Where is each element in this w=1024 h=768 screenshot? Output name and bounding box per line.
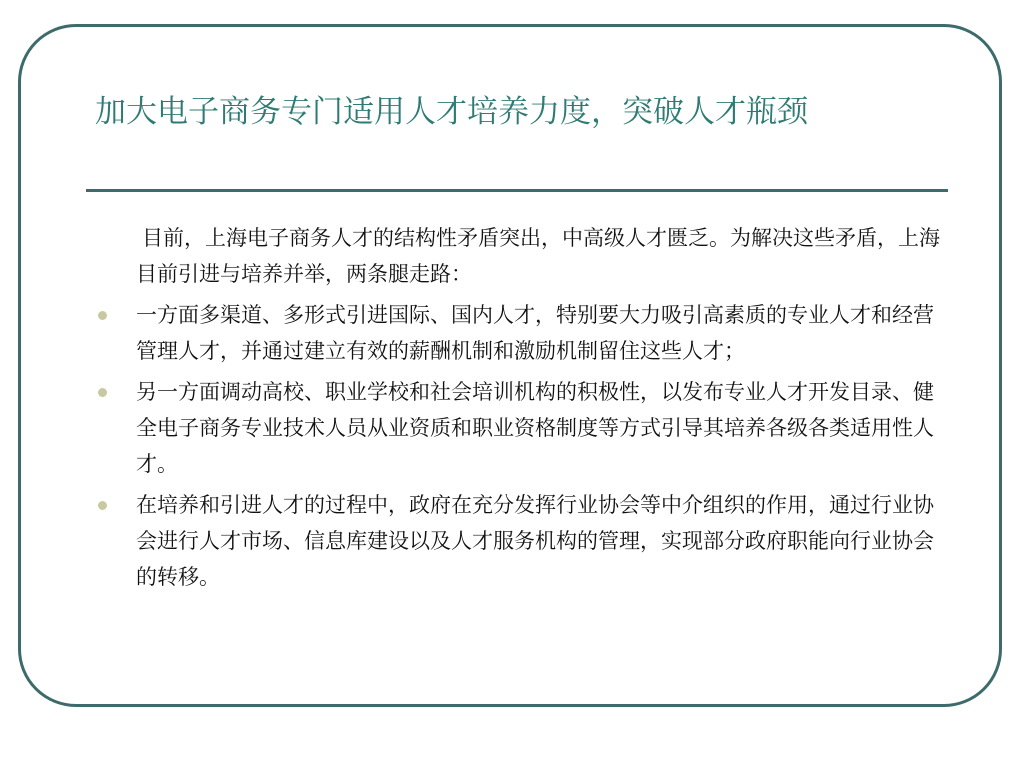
round-bullet-icon [98, 501, 107, 510]
intro-paragraph: 目前，上海电子商务人才的结构性矛盾突出，中高级人才匮乏。为解决这些矛盾，上海目前引进与培养并举，两条腿走路： [136, 226, 940, 286]
bullet-item [136, 487, 944, 595]
bullet-text: 在培养和引进人才的过程中，政府在充分发挥行业协会等中介组织的作用，通过行业协会进行人才市场、信息库建设以及人才服务机构的管理，实现部分政府职能向行业协会的转移。 [136, 493, 934, 589]
round-bullet-icon [98, 388, 107, 397]
bullet-text: 另一方面调动高校、职业学校和社会培训机构的积极性，以发布专业人才开发目录、健全电子商务专业技术人员从业资质和职业资格制度等方式引导其培养各级各类适用性人才。 [136, 380, 934, 476]
bullet-text: 一方面多渠道、多形式引进国际、国内人才，特别要大力吸引高素质的专业人才和经营管理人才，并通过建立有效的薪酬机制和激励机制留住这些人才； [136, 303, 934, 363]
slide-content [136, 220, 944, 600]
round-bullet-icon [98, 311, 107, 320]
title-divider [86, 189, 948, 192]
bullet-item [136, 374, 944, 482]
slide-title: 加大电子商务专门适用人才培养力度，突破人才瓶颈 [95, 94, 808, 130]
bullet-item [136, 297, 944, 369]
